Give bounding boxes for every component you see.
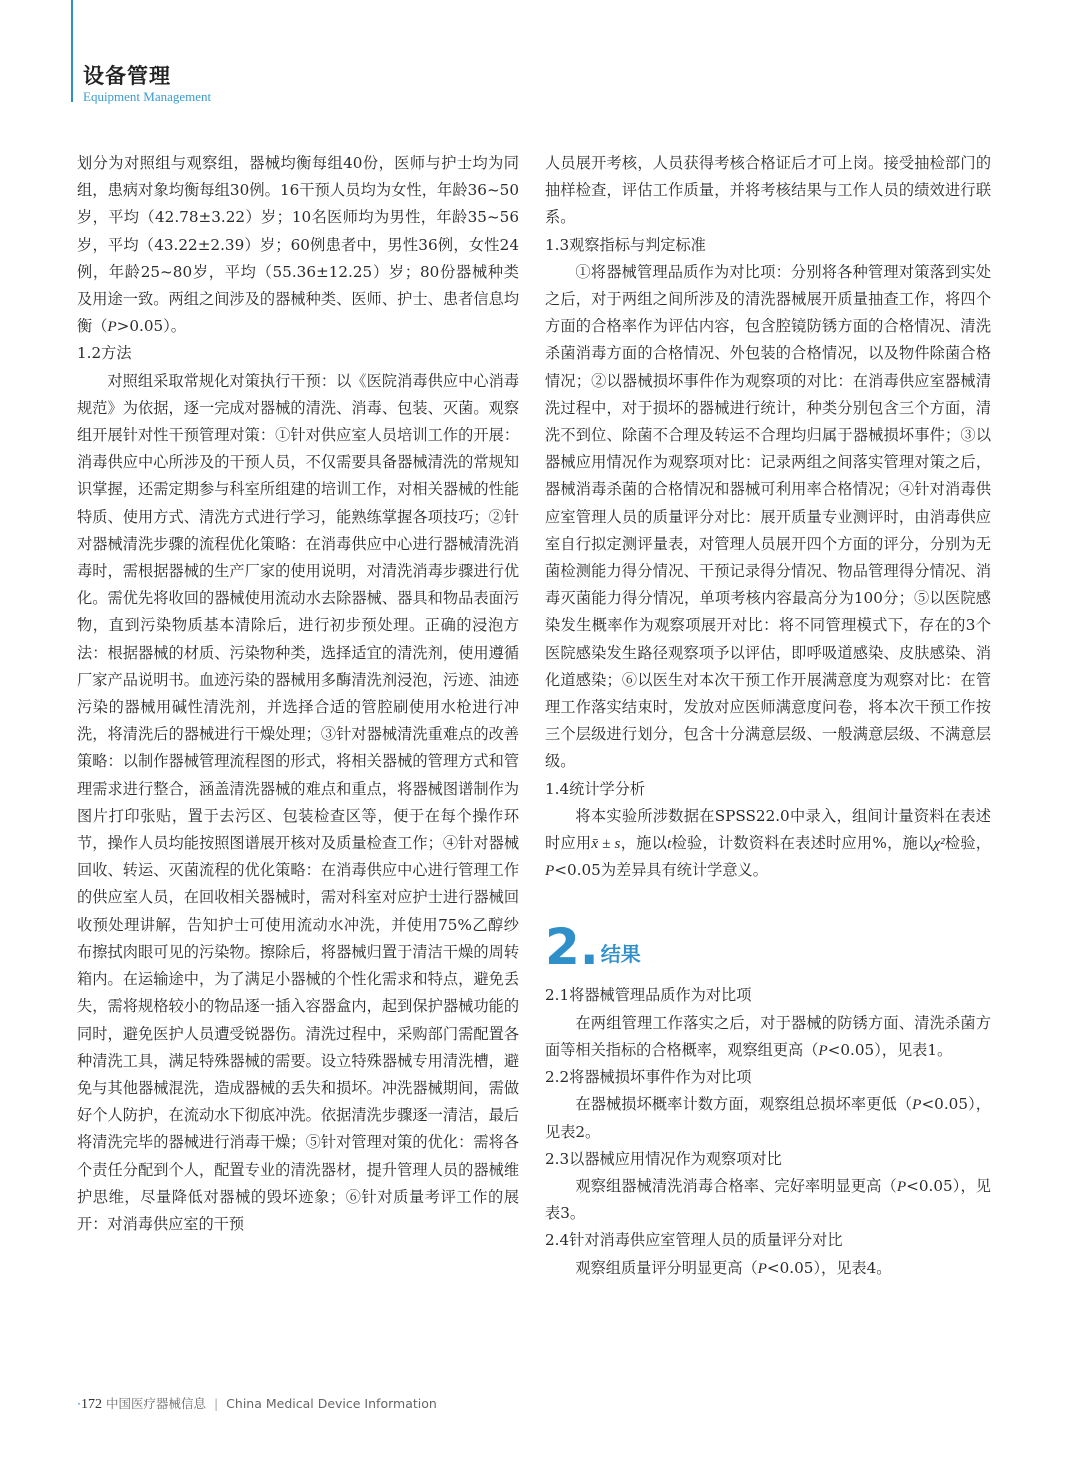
heading-1-3: 1.3观察指标与判定标准 [545, 235, 706, 254]
journal-name-cn: 中国医疗器械信息 [105, 1396, 206, 1411]
results-number: 2. [545, 918, 599, 977]
paragraph-methods-cont: 人员展开考核，人员获得考核合格证后才可上岗。接受抽检部门的抽样检查，评估工作质量，并将考核结果与工作人员的绩效进行联系。 [545, 154, 991, 227]
results-heading [545, 912, 991, 977]
paragraph-result-2-3: 观察组器械清洗消毒合格率、完好率明显更高（P<0.05），见表3。 [545, 1176, 991, 1223]
section-title: 设备管理 [83, 64, 171, 88]
page-footer [77, 1394, 437, 1413]
journal-name-en: China Medical Device Information [226, 1396, 437, 1411]
footer-dot-icon: · [77, 1396, 81, 1411]
paragraph-methods: 对照组采取常规化对策执行干预：以《医院消毒供应中心消毒规范》为依据，逐一完成对器械的清洗、消毒、包装、灭菌。观察组开展针对性干预管理对策：①针对供应室人员培训工作的开展：消毒供应中心所涉及的干预人员，不仅需要具备器械清洗的常规知识掌握，还需定期参与科室所组建的培训工作，对相关器械的性能特质、使用方式、清洗方式进行学习，能熟练掌握各项技巧；②针对器械清洗步骤的流程优化策略：在消毒供应中心进行器械清洗消毒时，需根据器械的生产厂家的使用说明，对清洗消毒步骤进行优化。需优先将收回的器械使用流动水去除器械、器具和物品表面污物，直到污染物质基本清除后，进行初步预处理。正确的浸泡方法：根据器械的材质、污染物种类，选择适宜的清洗剂，使用遵循厂家产品说明书。血迹污染的器械用多酶清洗剂浸泡，污迹、油迹污染的器械用碱性清洗剂，并选择合适的管腔刷使用水枪进行冲洗，将清洗后的器械进行干燥处理；③针对器械清洗重难点的改善策略：以制作器械管理流程图的形式，将相关器械的管理方式和管理需求进行整合，涵盖清洗器械的难点和重点，将器械图谱制作为图片打印张贴，置于去污区、包装检查区等，便于在每个操作环节，操作人员均能按照图谱展开核对及质量检查工作；④针对器械回收、转运、灭菌流程的优化策略：在消毒供应中心进行管理工作的供应室人员，在回收相关器械时，需对科室对应护士进行器械回收预处理讲解，告知护士可使用流动水冲洗，并使用75%乙醇纱布擦拭肉眼可见的污染物。擦除后，将器械归置于清洁干燥的周转箱内。在运输途中，为了满足小器械的个性化需求和特点，避免丢失，需将规格较小的物品逐一插入容器盒内，起到保护器械功能的同时，避免医护人员遭受锐器伤。清洗过程中，采购部门需配置各种清洗工具，满足特殊器械的需要。设立特殊器械专用清洗槽，避免与其他器械混洗，造成器械的丢失和损坏。冲洗器械期间，需做好个人防护，在流动水下彻底冲洗。依据清洗步骤逐一清洁，最后将清洗完毕的器械进行消毒干燥；⑤针对管理对策的优化：需将各个责任分配到个人，配置专业的清洗器材，提升管理人员的器械维护思维，尽量降低对器械的毁坏迹象；⑥针对质量考评工作的展开：对消毒供应室的干预 [77, 371, 519, 1233]
right-column [545, 150, 991, 1282]
paragraph-indicators: ①将器械管理品质作为对比项：分别将各种管理对策落到实处之后，对于两组之间所涉及的清洗器械展开质量抽查工作，将四个方面的合格率作为评估内容，包含腔镜防锈方面的合格情况、清洗杀菌消毒方面的合格情况、外包装的合格情况，以及物件除菌合格情况；②以器械损坏事件作为观察项的对比：在消毒供应室器械清洗过程中，对于损坏的器械进行统计，种类分别包含三个方面，清洗不到位、除菌不合理及转运不合理均归属于器械损坏事件；③以器械应用情况作为观察项对比：记录两组之间落实管理对策之后，器械消毒杀菌的合格情况和器械可利用率合格情况；④针对消毒供应室管理人员的质量评分对比：展开质量专业测评时，由消毒供应室自行拟定测评量表，对管理人员展开四个方面的评分，分别为无菌检测能力得分情况、干预记录得分情况、物品管理得分情况、消毒灭菌能力得分情况，单项考核内容最高分为100分；⑤以医院感染发生概率作为观察项展开对比：将不同管理模式下，存在的3个医院感染发生路径观察项予以评估，即呼吸道感染、皮肤感染、消化道感染；⑥以医生对本次干预工作开展满意度为观察对比：在管理工作落实结束时，发放对应医师满意度问卷，将本次干预工作按三个层级进行划分，包含十分满意层级、一般满意层级、不满意层级。 [545, 262, 991, 771]
paragraph-statistics: 将本实验所涉数据在SPSS22.0中录入，组间计量资料在表述时应用x̄ ± s，施以t检验，计数资料在表述时应用%，施以χ²检验，P<0.05为差异具有统计学意义。 [545, 806, 991, 880]
paragraph-result-2-2: 在器械损坏概率计数方面，观察组总损坏率更低（P<0.05），见表2。 [545, 1095, 991, 1141]
section-subtitle: Equipment Management [83, 89, 212, 104]
results-label: 结果 [600, 942, 641, 967]
heading-1-4: 1.4统计学分析 [545, 779, 646, 798]
left-column [77, 150, 519, 1238]
heading-2-3: 2.3以器械应用情况作为观察项对比 [545, 1149, 782, 1168]
footer-separator: | [213, 1396, 219, 1411]
heading-2-2: 2.2将器械损坏事件作为对比项 [545, 1068, 752, 1087]
heading-2-1: 2.1将器械管理品质作为对比项 [545, 986, 752, 1005]
heading-1-2: 1.2方法 [77, 344, 132, 363]
header-accent-line [71, 0, 73, 102]
paragraph-result-2-1: 在两组管理工作落实之后，对于器械的防锈方面、清洗杀菌方面等相关指标的合格概率，观察组更高（P<0.05），见表1。 [545, 1013, 991, 1059]
paragraph-subjects: 划分为对照组与观察组，器械均衡每组40份，医师与护士均为同组，患病对象均衡每组30例。16干预人员均为女性，年龄36~50岁，平均（42.78±3.22）岁；10名医师均为男性，年龄35~56岁，平均（43.22±2.39）岁；60例患者中，男性36例，女性24例，年龄25~80岁，平均（55.36±12.25）岁；80份器械种类及用途一致。两组之间涉及的器械种类、医师、护士、患者信息均衡（P>0.05）。 [77, 154, 519, 336]
heading-2-4: 2.4针对消毒供应室管理人员的质量评分对比 [545, 1231, 843, 1250]
paragraph-result-2-4: 观察组质量评分明显更高（P<0.05），见表4。 [575, 1258, 892, 1277]
page-number: 172 [80, 1397, 102, 1412]
